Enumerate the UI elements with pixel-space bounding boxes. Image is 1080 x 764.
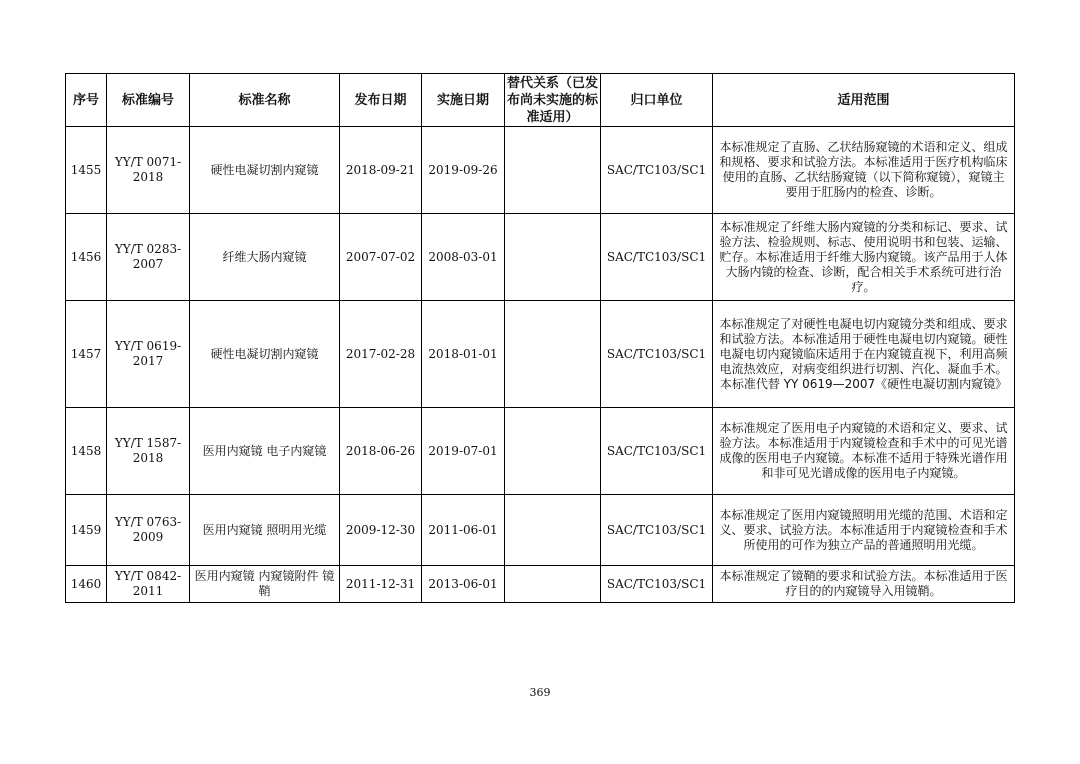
cell-seq: 1458 xyxy=(66,408,107,495)
cell-publish-date: 2018-09-21 xyxy=(340,127,422,214)
cell-code: YY/T 0283-2007 xyxy=(107,214,190,301)
cell-seq: 1460 xyxy=(66,566,107,603)
header-code: 标准编号 xyxy=(107,74,190,127)
cell-seq: 1456 xyxy=(66,214,107,301)
cell-scope: 本标准规定了纤维大肠内窥镜的分类和标记、要求、试验方法、检验规则、标志、使用说明书和包装、运输、贮存。本标准适用于纤维大肠内窥镜。该产品用于人体大肠内镜的检查、诊断，配合相关手术系统可进行治疗。 xyxy=(713,214,1015,301)
header-unit: 归口单位 xyxy=(601,74,713,127)
cell-unit: SAC/TC103/SC1 xyxy=(601,408,713,495)
table-row xyxy=(66,127,1015,214)
cell-code: YY/T 0842-2011 xyxy=(107,566,190,603)
cell-name: 医用内窥镜 电子内窥镜 xyxy=(190,408,340,495)
page-number: 369 xyxy=(529,686,551,699)
cell-replacement xyxy=(505,495,601,566)
table-row xyxy=(66,214,1015,301)
cell-scope: 本标准规定了对硬性电凝电切内窥镜分类和组成、要求和试验方法。本标准适用于硬性电凝电切内窥镜。硬性电凝电切内窥镜临床适用于在内窥镜直视下，利用高频电流热效应，对病变组织进行切割、汽化、凝血手术。本标准代替 YY 0619—2007《硬性电凝切割内窥镜》 xyxy=(713,301,1015,408)
cell-name: 医用内窥镜 内窥镜附件 镜鞘 xyxy=(190,566,340,603)
cell-scope: 本标准规定了直肠、乙状结肠窥镜的术语和定义、组成和规格、要求和试验方法。本标准适用于医疗机构临床使用的直肠、乙状结肠窥镜（以下简称窥镜），窥镜主要用于肛肠内的检查、诊断。 xyxy=(713,127,1015,214)
standards-table xyxy=(65,73,1015,603)
cell-name: 硬性电凝切割内窥镜 xyxy=(190,301,340,408)
cell-scope: 本标准规定了医用内窥镜照明用光缆的范围、术语和定义、要求、试验方法。本标准适用于内窥镜检查和手术所使用的可作为独立产品的普通照明用光缆。 xyxy=(713,495,1015,566)
header-scope: 适用范围 xyxy=(713,74,1015,127)
cell-replacement xyxy=(505,566,601,603)
cell-seq: 1455 xyxy=(66,127,107,214)
table-row xyxy=(66,495,1015,566)
cell-scope: 本标准规定了镜鞘的要求和试验方法。本标准适用于医疗目的的内窥镜导入用镜鞘。 xyxy=(713,566,1015,603)
cell-seq: 1459 xyxy=(66,495,107,566)
cell-implement-date: 2008-03-01 xyxy=(422,214,505,301)
cell-publish-date: 2011-12-31 xyxy=(340,566,422,603)
cell-implement-date: 2013-06-01 xyxy=(422,566,505,603)
cell-implement-date: 2019-07-01 xyxy=(422,408,505,495)
cell-code: YY/T 1587-2018 xyxy=(107,408,190,495)
table-header-row xyxy=(66,74,1015,127)
cell-unit: SAC/TC103/SC1 xyxy=(601,301,713,408)
cell-name: 硬性电凝切割内窥镜 xyxy=(190,127,340,214)
cell-replacement xyxy=(505,301,601,408)
cell-scope: 本标准规定了医用电子内窥镜的术语和定义、要求、试验方法。本标准适用于内窥镜检查和手术中的可见光谱成像的医用电子内窥镜。本标准不适用于特殊光谱作用和非可见光谱成像的医用电子内窥镜。 xyxy=(713,408,1015,495)
cell-publish-date: 2018-06-26 xyxy=(340,408,422,495)
cell-unit: SAC/TC103/SC1 xyxy=(601,127,713,214)
cell-implement-date: 2019-09-26 xyxy=(422,127,505,214)
cell-replacement xyxy=(505,127,601,214)
cell-publish-date: 2007-07-02 xyxy=(340,214,422,301)
cell-implement-date: 2011-06-01 xyxy=(422,495,505,566)
cell-seq: 1457 xyxy=(66,301,107,408)
cell-unit: SAC/TC103/SC1 xyxy=(601,214,713,301)
header-seq: 序号 xyxy=(66,74,107,127)
cell-code: YY/T 0763-2009 xyxy=(107,495,190,566)
cell-code: YY/T 0619-2017 xyxy=(107,301,190,408)
header-replacement: 替代关系（已发布尚未实施的标准适用） xyxy=(505,74,601,127)
cell-implement-date: 2018-01-01 xyxy=(422,301,505,408)
cell-replacement xyxy=(505,408,601,495)
cell-name: 纤维大肠内窥镜 xyxy=(190,214,340,301)
header-implement-date: 实施日期 xyxy=(422,74,505,127)
cell-name: 医用内窥镜 照明用光缆 xyxy=(190,495,340,566)
cell-code: YY/T 0071-2018 xyxy=(107,127,190,214)
table-row xyxy=(66,408,1015,495)
header-name: 标准名称 xyxy=(190,74,340,127)
cell-unit: SAC/TC103/SC1 xyxy=(601,495,713,566)
cell-publish-date: 2009-12-30 xyxy=(340,495,422,566)
cell-publish-date: 2017-02-28 xyxy=(340,301,422,408)
table-row xyxy=(66,301,1015,408)
cell-unit: SAC/TC103/SC1 xyxy=(601,566,713,603)
table-row xyxy=(66,566,1015,603)
header-publish-date: 发布日期 xyxy=(340,74,422,127)
cell-replacement xyxy=(505,214,601,301)
